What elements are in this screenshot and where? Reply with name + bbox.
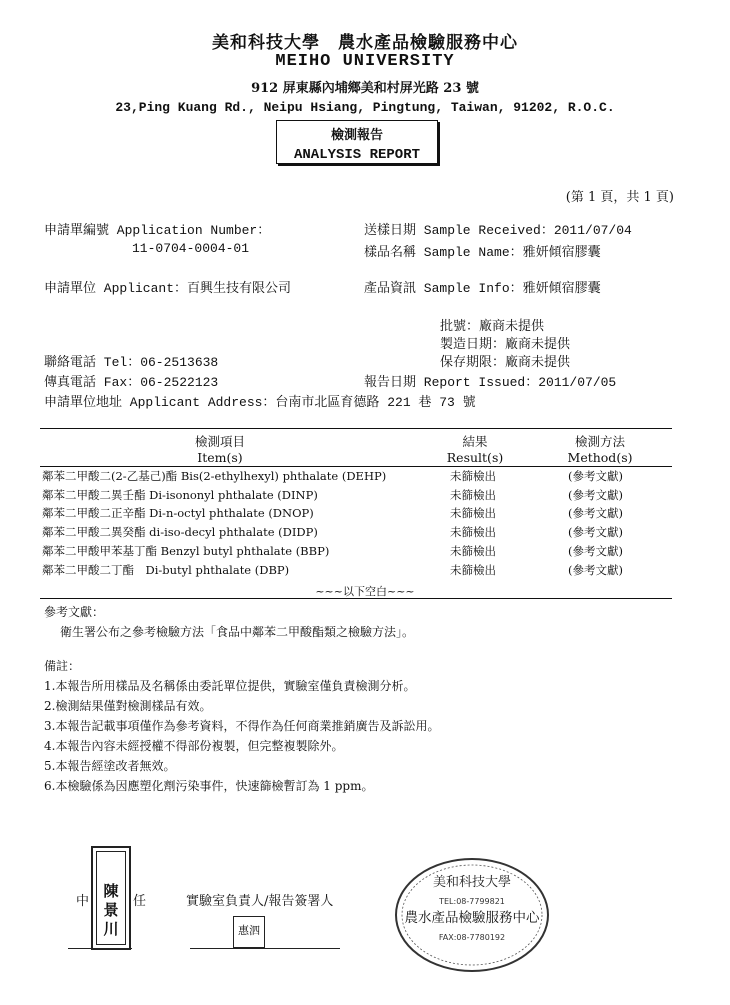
report-title-en: ANALYSIS REPORT: [293, 147, 421, 163]
header-method-en: Method(s): [567, 450, 633, 465]
remark-item: 5.本報告經塗改者無效。: [44, 759, 176, 773]
seal-fax-text: FAX:08-7780192: [438, 933, 506, 942]
director-signature-line: [68, 948, 132, 949]
lab-signatory-label: 實驗室負責人/報告簽署人: [186, 894, 334, 909]
director-name: 陳景川: [103, 882, 119, 938]
header-item-zh: 檢測項目: [194, 434, 245, 449]
row-item: 鄰苯二甲酸二丁酯 Di-butyl phthalate (DBP): [42, 563, 290, 577]
application-number-value: 11-0704-0004-01: [132, 241, 250, 256]
header-result-en: Result(s): [446, 450, 504, 465]
director-prefix: 中: [76, 894, 90, 909]
report-title-box: [276, 120, 438, 164]
table-header-rule: [40, 466, 672, 467]
application-number-label: 申請單編號 Application Number：: [44, 223, 271, 238]
seal-top-text: 美和科技大學: [432, 875, 512, 890]
manufacture-date: 製造日期：廠商未提供: [440, 337, 571, 352]
address-en: 23,Ping Kuang Rd., Neipu Hsiang, Pingtung, Taiwan, 91202, R.O.C.: [115, 100, 615, 115]
batch-number: 批號：廠商未提供: [440, 319, 545, 334]
row-item: 鄰苯二甲酸二異壬酯 Di-isononyl phthalate (DINP): [42, 488, 318, 502]
director-stamp: [91, 846, 131, 950]
header-item-en: Item(s): [197, 450, 243, 465]
lab-signature-line: [190, 948, 340, 949]
row-method: (參考文獻): [568, 506, 623, 520]
seal-mid-text: 農水產品檢驗服務中心: [404, 910, 540, 926]
seal-tel-text: TEL:08-7799821: [439, 897, 505, 906]
fax: 傳真電話 Fax：06-2522123: [44, 375, 219, 390]
row-item: 鄰苯二甲酸二正辛酯 Di-n-octyl phthalate (DNOP): [42, 506, 314, 520]
blank-below-marker: ~~~以下空白~~~: [315, 585, 415, 598]
header-method-zh: 檢測方法: [574, 434, 625, 449]
row-method: (參考文獻): [568, 525, 623, 539]
remark-item: 1.本報告所用樣品及名稱係由委託單位提供，實驗室僅負責檢測分析。: [44, 679, 416, 693]
row-method: (參考文獻): [568, 469, 623, 483]
row-method: (參考文獻): [568, 544, 623, 558]
sample-received: 送樣日期 Sample Received：2011/07/04: [364, 223, 632, 238]
address-zh: 912 屏東縣內埔鄉美和村屏光路 23 號: [251, 81, 479, 96]
row-method: (參考文獻): [568, 488, 623, 502]
row-result: 未篩檢出: [450, 506, 496, 520]
row-result: 未篩檢出: [450, 544, 496, 558]
lab-signatory-stamp: 惠泗: [233, 916, 265, 948]
official-seal: [392, 856, 552, 974]
applicant: 申請單位 Applicant：百興生技有限公司: [44, 281, 292, 296]
references-text: 衛生署公布之參考檢驗方法「食品中鄰苯二甲酸酯類之檢驗方法」。: [60, 625, 415, 639]
row-result: 未篩檢出: [450, 469, 496, 483]
table-bottom-rule: [40, 598, 672, 599]
remark-item: 3.本報告記載事項僅作為參考資料，不得作為任何商業推銷廣告及訴訟用。: [44, 719, 440, 733]
row-result: 未篩檢出: [450, 563, 496, 577]
header-result-zh: 結果: [462, 434, 488, 449]
row-result: 未篩檢出: [450, 488, 496, 502]
university-name: MEIHO UNIVERSITY: [275, 52, 455, 71]
row-item: 鄰苯二甲酸甲苯基丁酯 Benzyl butyl phthalate (BBP): [42, 544, 330, 558]
sample-name: 樣品名稱 Sample Name：雅妍傾宿膠囊: [364, 245, 601, 260]
telephone: 聯絡電話 Tel：06-2513638: [44, 355, 219, 370]
applicant-address: 申請單位地址 Applicant Address：台南市北區育德路 221 巷 73 號: [44, 395, 476, 410]
director-suffix: 任: [133, 894, 147, 909]
references-label: 參考文獻：: [44, 605, 105, 619]
row-result: 未篩檢出: [450, 525, 496, 539]
remark-item: 6.本檢驗係為因應塑化劑污染事件，快速篩檢暫訂為 1 ppm。: [44, 779, 374, 793]
remark-item: 2.檢測結果僅對檢測樣品有效。: [44, 699, 212, 713]
sample-info: 產品資訊 Sample Info：雅妍傾宿膠囊: [364, 281, 601, 296]
remark-item: 4.本報告內容未經授權不得部份複製，但完整複製除外。: [44, 739, 344, 753]
center-name: 美和科技大學 農水產品檢驗服務中心: [212, 33, 518, 53]
report-title-zh: 檢測報告: [330, 128, 383, 143]
row-item: 鄰苯二甲酸二異癸酯 di-iso-decyl phthalate (DIDP): [42, 525, 318, 539]
table-top-rule: [40, 428, 672, 429]
page-info: (第 1 頁，共 1 頁): [565, 190, 674, 205]
row-method: (參考文獻): [568, 563, 623, 577]
report-issued: 報告日期 Report Issued：2011/07/05: [364, 375, 617, 390]
expiry-date: 保存期限：廠商未提供: [440, 355, 571, 370]
row-item: 鄰苯二甲酸二(2-乙基己)酯 Bis(2-ethylhexyl) phthalate (DEHP): [42, 469, 387, 483]
remarks-label: 備註：: [44, 659, 81, 673]
